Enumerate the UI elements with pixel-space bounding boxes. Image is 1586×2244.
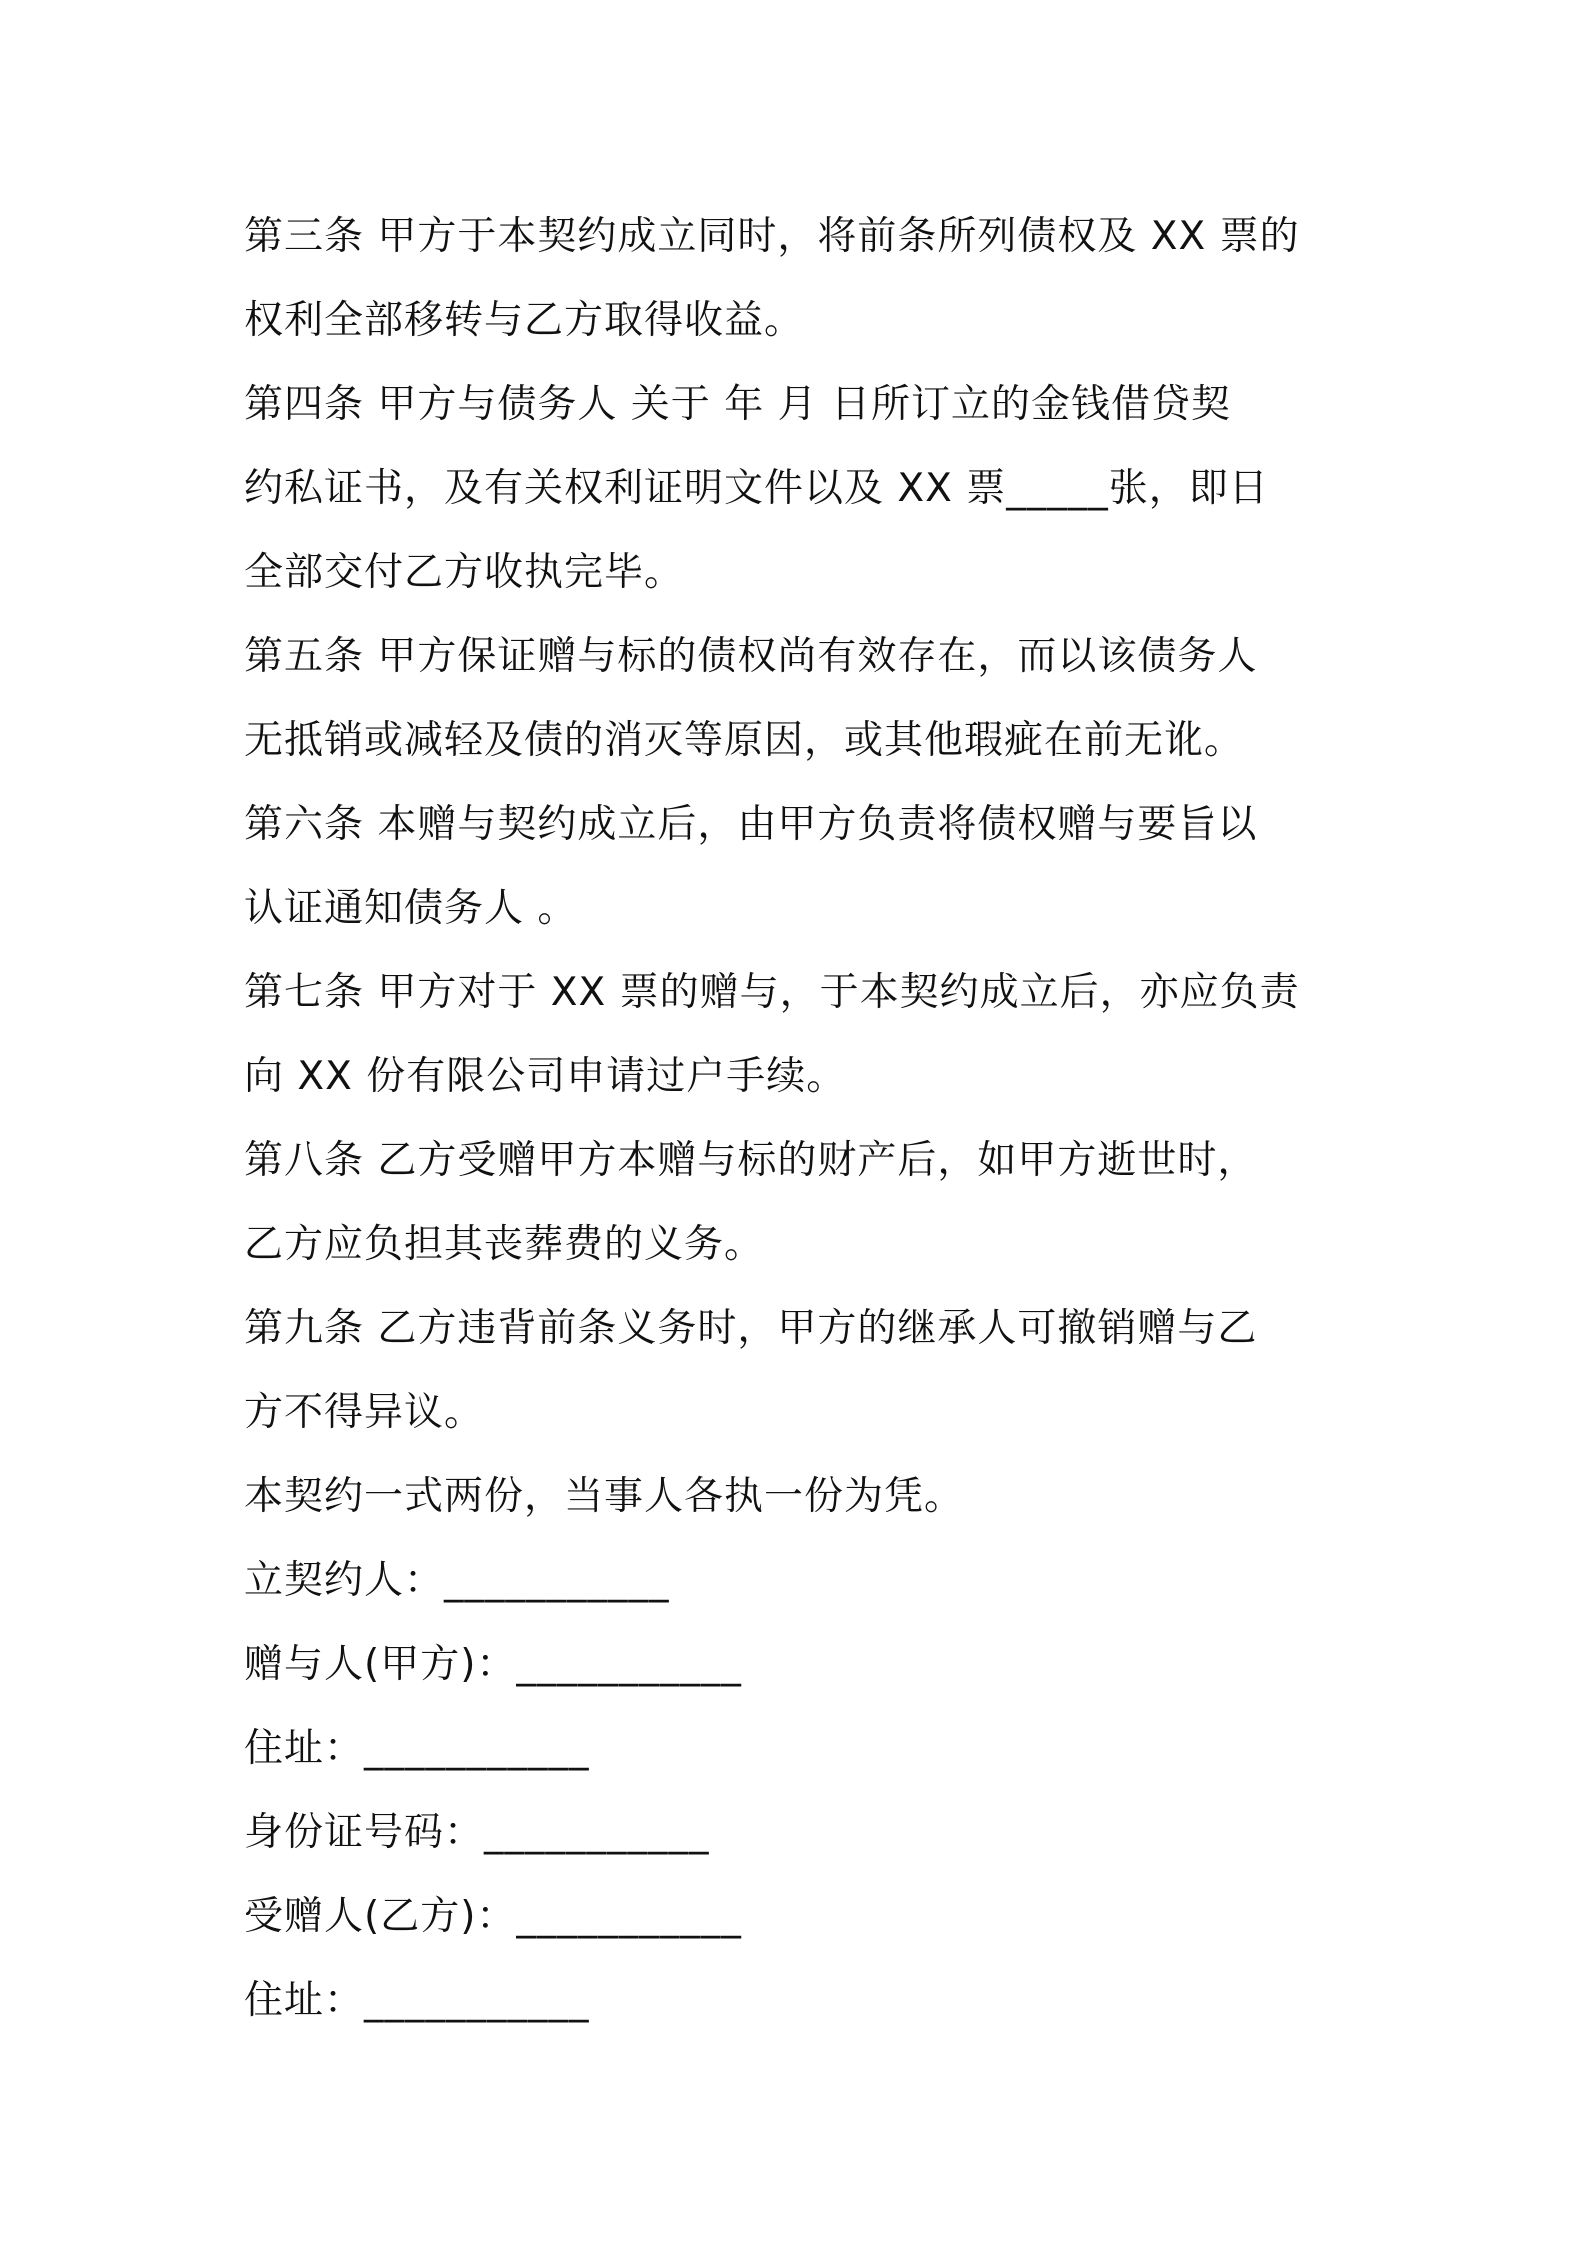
article-7-line-1: 第七条 甲方对于 XX 票的赠与，于本契约成立后，亦应负责 <box>244 970 1300 1015</box>
copies-clause: 本契约一式两份，当事人各执一份为凭。 <box>244 1474 965 1519</box>
donor-address-field: 住址：___________ <box>244 1726 590 1771</box>
donee-field: 受赠人(乙方)：___________ <box>244 1894 742 1939</box>
article-3-line-2: 权利全部移转与乙方取得收益。 <box>244 298 805 343</box>
document-body <box>244 195 1364 2043</box>
article-9-line-1: 第九条 乙方违背前条义务时，甲方的继承人可撤销赠与乙 <box>244 1306 1258 1351</box>
donor-field: 赠与人(甲方)：___________ <box>244 1642 742 1687</box>
article-5-line-2: 无抵销或减轻及债的消灭等原因，或其他瑕疵在前无讹。 <box>244 718 1245 763</box>
article-9-line-2: 方不得异议。 <box>244 1390 485 1435</box>
contract-maker-field: 立契约人：___________ <box>244 1558 670 1603</box>
article-3-line-1: 第三条 甲方于本契约成立同时，将前条所列债权及 XX 票的 <box>244 214 1300 259</box>
donee-address-field: 住址：___________ <box>244 1978 590 2023</box>
id-number-field: 身份证号码：___________ <box>244 1810 710 1855</box>
article-4-line-1: 第四条 甲方与债务人 关于 年 月 日所订立的金钱借贷契 <box>244 382 1231 427</box>
article-6-line-2: 认证通知债务人 。 <box>244 886 578 931</box>
article-6-line-1: 第六条 本赠与契约成立后，由甲方负责将债权赠与要旨以 <box>244 802 1258 847</box>
article-8-line-2: 乙方应负担其丧葬费的义务。 <box>244 1222 765 1267</box>
article-4-line-2: 约私证书，及有关权利证明文件以及 XX 票_____张，即日 <box>244 466 1269 511</box>
article-8-line-1: 第八条 乙方受赠甲方本赠与标的财产后，如甲方逝世时， <box>244 1138 1258 1183</box>
article-5-line-1: 第五条 甲方保证赠与标的债权尚有效存在，而以该债务人 <box>244 634 1258 679</box>
article-4-line-3: 全部交付乙方收执完毕。 <box>244 550 685 595</box>
article-7-line-2: 向 XX 份有限公司申请过户手续。 <box>244 1054 847 1099</box>
